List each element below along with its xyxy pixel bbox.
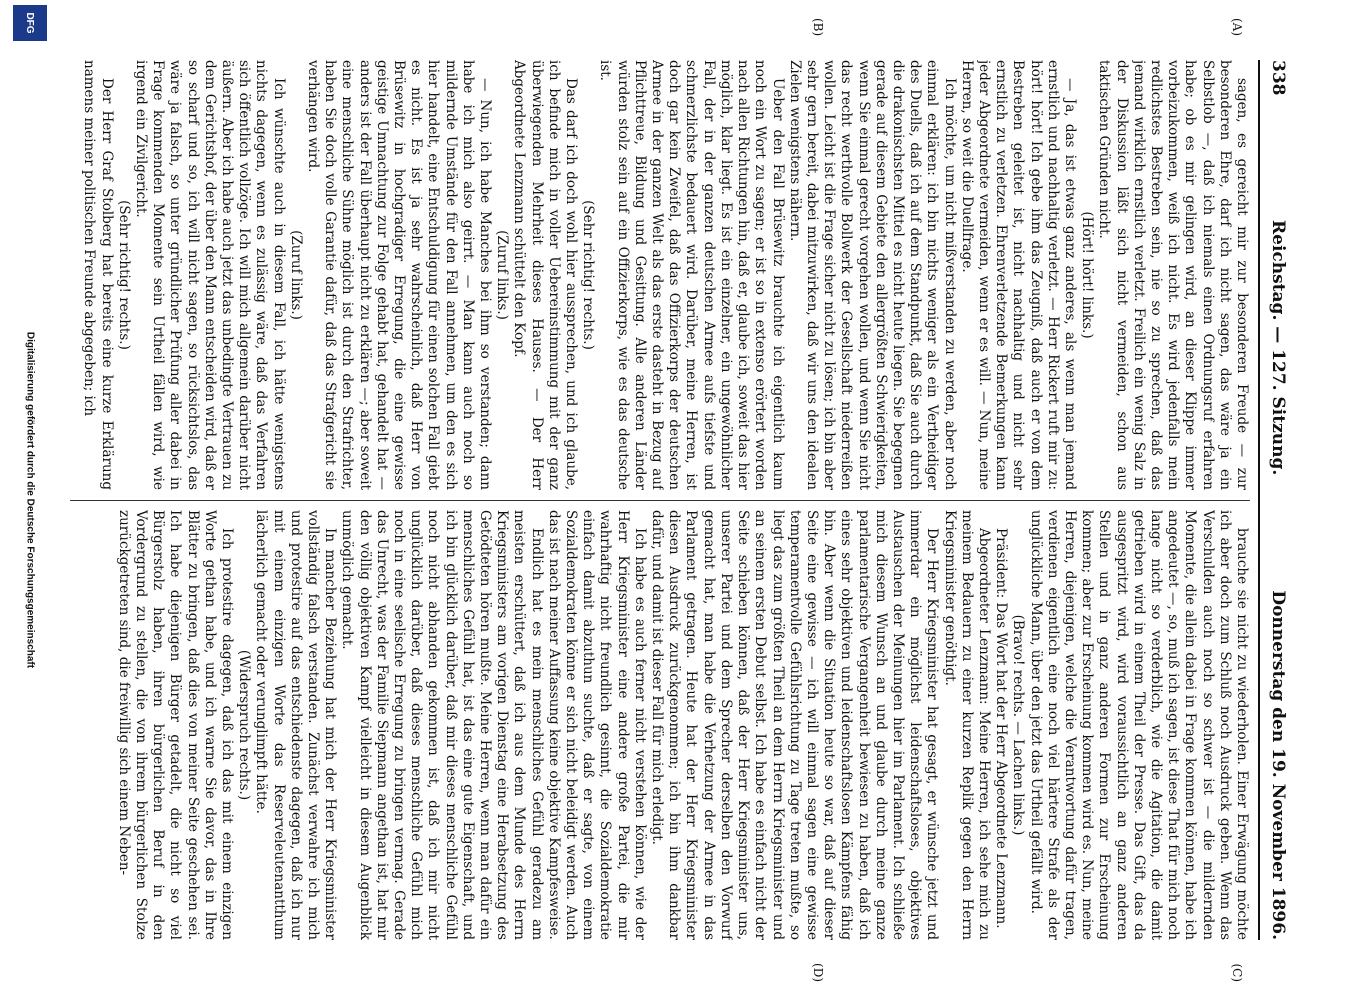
paragraph: sagen, es gereicht mir zur besonderen Freude — zur besonderen Ehre, darf ich nicht sagen, das wäre ja ein Selbstlob —, daß ich niemals einen Ordnungsruf erfahren habe; ob es mir gelingen wird, an dieser Klippe immer vorbeizukommen, weiß ich nicht. Es wird jedenfalls mein redlichstes Bestreben sein, nie so zu sprechen, daß das jemand wirklich ernstlich verletzt. Freilich ein wenig Salz in der Diskussion läßt sich nicht vermeiden, schon aus taktischen Gründen nicht. [1096, 60, 1250, 490]
page-number: 338 [1268, 60, 1288, 96]
paragraph: brauche sie nicht zu wiederholen. Einer Erwägung möchte ich aber doch zum Schluß noch Ausdruck geben. Wenn das Verschulden auch noch so schwer ist — die mildernden Momente, die allein dabei in Frage kommen können, habe ich angedeutet —, so, muß ich sagen, ist diese That für mich noch lange nicht so verderblich, wie die Agitation, die damit getrieben wird in einem Theil der Presse. Das Gift, das da ausgespritzt wird, wird voraussichtlich an ganz anderen Stellen und in ganz anderen Formen zur Erscheinung kommen; aber zur Erscheinung kommen wird es. Nun, meine Herren, diejenigen, welche die Verantwortung dafür tragen, verdienen eigentlich eine noch viel härtere Strafe als der unglückliche Mann, über den jetzt das Urtheil gefällt wird. [1027, 510, 1250, 940]
margin-marker-d: (D) [811, 963, 825, 982]
column-divider [70, 500, 1250, 501]
margin-marker-c: (C) [1230, 963, 1244, 982]
interjection: (Sehr richtig! rechts.) [580, 200, 597, 350]
margin-marker-b: (B) [811, 18, 825, 37]
paragraph: Abgeordneter Lenzmann: Meine Herren, ich sehe mich zu meinem Bedauern zu einer kurzen Replik gegen den Herrn Kriegsminister genöthigt. [941, 510, 992, 940]
paragraph: Endlich hat es mein menschliches Gefühl geradezu am meisten erschüttert, daß ich aus dem Munde des Herrn Kriegsministers am vorigen Dienstag eine Herabsetzung des Getödteten hören mußte. Meine Herren, wenn man dafür ein menschliches Gefühl hat, ist das eine gute Eigenschaft, und ich bin glücklich darüber, daß mir dieses menschliche Gefühl noch nicht abhanden gekommen ist, daß ich mir nicht unglücklich darüber, daß dieses menschliche Gefühl mich noch in eine seelische Erregung zu bringen vermag. Gerade das Unrecht, was der Familie Siepmann angethan ist, hat mir den völlig objektiven Kampf vielleicht in diesem Augenblick unmöglich gemacht. [339, 510, 545, 940]
digitization-credit-strip [0, 0, 60, 1000]
scanned-page [60, 0, 1330, 1000]
interjection: (Zuruf links.) [287, 230, 304, 320]
paragraph: Der Herr Graf Stolberg hat bereits eine kurze Erklärung namens meiner politischen Freunde abgegeben; ich [81, 60, 115, 490]
paragraph: — Ja, das ist etwas ganz anderes, als wenn man jemand ernstlich und nachhaltig verletzt. — Herr Rickert ruft mir zu: hört! hört! Ich gebe ihm das Zeugniß, daß auch er von dem Bestreben geleitet ist, nicht nachhaltig und nicht sehr ernstlich zu verletzen. Ehrenverletzende Bemerkungen kann jeder Abgeordnete vermeiden, wenn er es will. — Nun, meine Herren, so weit die Duellfrage. [958, 60, 1078, 490]
paragraph: Ich habe es auch ferner nicht verstehen können, wie der Herr Kriegsminister eine andere große Partei, die mir wahrhaftig nicht freundlich gesinnt, die Sozialdemokratie einfach damit abzuthun suchte, daß er sagte, von einem Sozialdemokraten könne er sich nicht beleidigt werden. Auch das ist nach meiner Auffassung keine objektive Kampfesweise. [545, 510, 648, 940]
paragraph: Ich protestire dagegen, daß ich das mit einem einzigen Worte gethan habe, und ich warne Sie davor, das in Ihre Blätter zu bringen, daß dies von meiner Seite geschehen sei. Ich habe diejenigen Bürger getadelt, die nicht so viel Bürgerstolz haben, ihren bürgerlichen Beruf in den Vordergrund zu stellen, die von ihrem bürgerlichen Stolze zurückgetreten sind, die freiwillig sich einem Neben- [115, 510, 236, 940]
paragraph: Ich wünschte auch in diesem Fall, ich hätte wenigstens nichts dagegen, wenn es zulässig wäre, daß das Verfahren sich öffentlich vollzöge. Ich will mich allgemein darüber nicht äußern. Aber ich habe auch jetzt das unbedingte Vertrauen zu dem Gerichtshof, der über den Mann entscheiden wird, daß er so scharf und so, ich will nicht sagen, so rücksichtslos, das wäre ja falsch, so unter gründlicher Prüfung aller dabei in Frage kommenden Momente sein Urtheil fällen wird, wie irgend ein Zivilgericht. [133, 60, 287, 490]
paragraph: Der Herr Kriegsminister hat gesagt, er wünsche jetzt und immerdar ein möglichst leidenschaftsloses, objektives Austauschen der Meinungen hier im Parlament. Ich schließe mich diesem Wunsch an und glaube durch meine ganze parlamentarische Vergangenheit bewiesen zu haben, daß ich eines sehr objektiven und leidenschaftslosen Kämpfens fähig bin. Aber wenn die Situation heute so war, daß auf dieser Seite eine gewisse — ich will einmal sagen eine gewisse temperamentvolle Gefühlsrichtung zu Tage treten mußte, so liegt das zum größten Theil an dem Herrn Kriegsminister und an seinem ersten Debut selbst. Ich habe es einfach nicht der Seite schieben können, daß der Herr Kriegsminister uns, unserer Partei und dem Sprecher derselben den Vorwurf gemacht hat, man habe die Verhetzung der Armee in das Parlament getragen. Heute hat der Herr Kriegsminister diesen Ausdruck zurückgenommen; ich bin ihm dankbar dafür, und damit ist dieser Fall für mich erledigt. [649, 510, 941, 940]
dfg-logo: DFG [13, 5, 47, 41]
interjection: (Sehr richtig! rechts.) [115, 200, 132, 350]
left-column [70, 60, 1250, 490]
paragraph: Präsident: Das Wort hat der Herr Abgeordnete Lenzmann. [993, 528, 1010, 929]
digitization-credit-text: Digitalisierung gefördert durch die Deutsche Forschungsgemeinschaft [24, 331, 36, 669]
interjection: (Zuruf links.) [494, 230, 511, 320]
text-columns [70, 60, 1250, 940]
interjection: (Hört! hört! links.) [1079, 211, 1096, 339]
interjection: (Bravo! rechts. — Lachen links.) [1010, 614, 1027, 836]
page-header [1258, 60, 1290, 940]
paragraph: Das darf ich doch wohl hier aussprechen, und ich glaube, ich befinde mich in voller Uebereinstimmung mit der ganz überwiegenden Mehrheit dieses Hauses. — Der Herr Abgeordnete Lenzmann schüttelt den Kopf. [511, 60, 580, 490]
interjection: (Widerspruch rechts.) [236, 649, 253, 801]
right-column [70, 510, 1250, 940]
paragraph: In mancher Beziehung hat mich der Herr Kriegsminister vollständig falsch verstanden. Zunächst verwahre ich mich und protestire auf das entschiedenste dagegen, daß ich nur mit einem einzigen Worte das Reserveleutenantthum lächerlich gemacht oder verunglimpft hätte. [253, 510, 339, 940]
session-title: Reichstag. — 127. Sitzung. [1268, 220, 1288, 476]
session-date: Donnerstag den 19. November 1896. [1268, 590, 1288, 940]
margin-marker-a: (A) [1230, 18, 1244, 37]
paragraph: — Nun, ich habe Manches bei ihm so verstanden; dann habe ich mich also geirrt. — Man kann auch noch so mildernde Umstände für den Fall annehmen, um den es sich hier handelt, eine Entschuldigung für einen solchen Fall giebt es nicht. Es ist ja sehr wahrscheinlich, daß Herr von Brüsewitz in hochgradiger Erregung, die eine gewisse geistige Umnachtung zur Folge gehabt hat, gehandelt hat — anders ist der Fall überhaupt nicht zu erklären —; aber soweit eine menschliche Sühne möglich ist durch den Strafrichter, haben Sie doch volle Garantie dafür, daß das Strafgericht sie verhängen wird. [305, 60, 494, 490]
paragraph: Ueber den Fall Brüsewitz brauchte ich eigentlich kaum noch ein Wort zu sagen; er ist so in extenso erörtert worden nach allen Richtungen hin, daß er, glaube ich, soweit das hier möglich, klar liegt. Es ist ein einzelner, ein ungewöhnlicher Fall, der in der ganzen deutschen Armee aufs tiefste und schmerzlichste bedauert wird. Darüber, meine Herren, ist doch gar kein Zweifel, daß das Offizierkorps der deutschen Armee in der ganzen Welt als das erste dasteht in Bezug auf Pflichttreue, Bildung und Gesittung. Alle anderen Länder würden stolz sein auf ein Offizierkorps, wie es das deutsche ist. [597, 60, 786, 490]
paragraph: Ich möchte, um nicht mißverstanden zu werden, aber noch einmal erklären: ich bin nichts weniger als ein Vertheidiger des Duells, daß ich auf dem Standpunkt, daß Sie auch durch die drakonischsten Mittel es nicht heute liegen. Sie begegnen gerade auf diesem Gebiete den allergrößten Schwierigkeiten, wenn Sie einmal gerecht vorgehen wollen, und wenn Sie nicht das recht werthvolle Bollwerk der Gesellschaft niederreißen wollen. Leicht ist die Frage sicher nicht zu lösen; ich bin aber sehr gern bereit, dabei mitzuwirken, daß wir uns den idealen Zielen wenigstens nähern. [786, 60, 958, 490]
